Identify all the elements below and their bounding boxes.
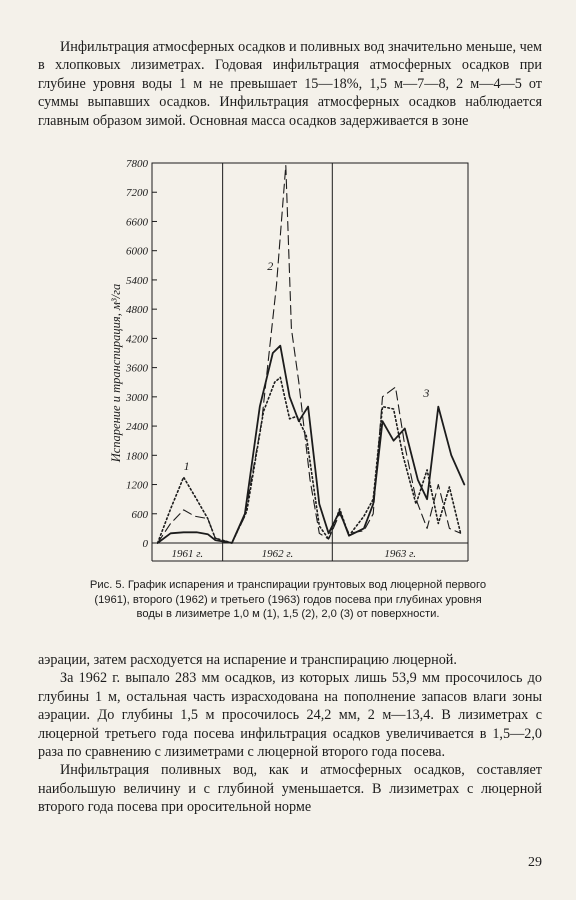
paragraph-bottom: [38, 651, 542, 817]
y-tick-label: 1800: [126, 450, 148, 463]
series-label-1: 1: [183, 458, 190, 473]
year-label: 1961 г.: [171, 548, 204, 560]
series-line-1: [158, 346, 465, 543]
year-label: 1962 г.: [261, 548, 294, 560]
y-tick-label: 2400: [126, 421, 148, 434]
page-number: 29: [528, 855, 542, 870]
y-tick-label: 4800: [126, 304, 148, 317]
paragraph-bottom-2: За 1962 г. выпало 283 мм осадков, из которых лишь 53,9 мм просочилось до глубины 1 м, остальная часть израсходована на пополнение запасов влаги зоны аэрации. До глубины 1,5 м просочилось 24,2 мм, 2 м—13,4. В лизиметрах с люцерной третьего года посева инфильтрация осадков увеличивается в 1,5—2,0 раза по сравнению с лизиметрами с люцерной второго года посева.: [38, 670, 542, 761]
y-axis-label: Испарение и транспирация, м³/га: [109, 283, 123, 463]
y-tick-label: 3000: [126, 391, 148, 404]
figure-caption: Рис. 5. График испарения и транспирации грунтовых вод люцерной первого (1961), второго (1962) и третьего (1963) годов посева при глубинах уровня воды в лизиметре 1,0 м (1), 1,5 (2), 2,0 (3) от поверхности.: [89, 579, 487, 621]
series-label-2: 2: [267, 259, 274, 274]
y-tick-label: 6600: [126, 216, 148, 229]
y-tick-label: 3600: [126, 362, 148, 375]
series-line-2: [158, 165, 461, 543]
paragraph-bottom-3: Инфильтрация поливных вод, как и атмосферных осадков, составляет наибольшую величину и с глубиной уменьшается. В лизиметрах с люцерной второго года посева при оросительной норме: [38, 762, 542, 816]
y-tick-label: 6000: [126, 245, 148, 258]
y-tick-label: 5400: [126, 274, 148, 287]
y-tick-label: 600: [131, 508, 148, 521]
paragraph-bottom-1: аэрации, затем расходуется на испарение и транспирацию люцерной.: [38, 652, 457, 668]
y-tick-label: 1200: [126, 479, 148, 492]
y-tick-label: 4200: [126, 333, 148, 346]
paragraph-top-text: Инфильтрация атмосферных осадков и поливных вод значительно меньше, чем в хлопковых лизиметрах. Годовая инфильтрация атмосферных осадков при глубине уровня воды 1 м не превышает 15—18%, 1,5 м—7—8, 2 м—4—5 от суммы выпавших осадков. Инфильтрация атмосферных осадков наблюдается главным образом зимой. Основная масса осадков задерживается в зоне: [38, 39, 542, 129]
figure-evaporation-chart: [106, 153, 478, 570]
y-tick-label: 0: [142, 538, 148, 550]
y-tick-label: 7800: [126, 158, 148, 170]
year-label: 1963 г.: [384, 548, 416, 560]
chart-svg: [106, 153, 478, 570]
series-label-3: 3: [423, 385, 430, 400]
paragraph-top: [38, 38, 542, 130]
y-tick-label: 7200: [126, 187, 148, 200]
